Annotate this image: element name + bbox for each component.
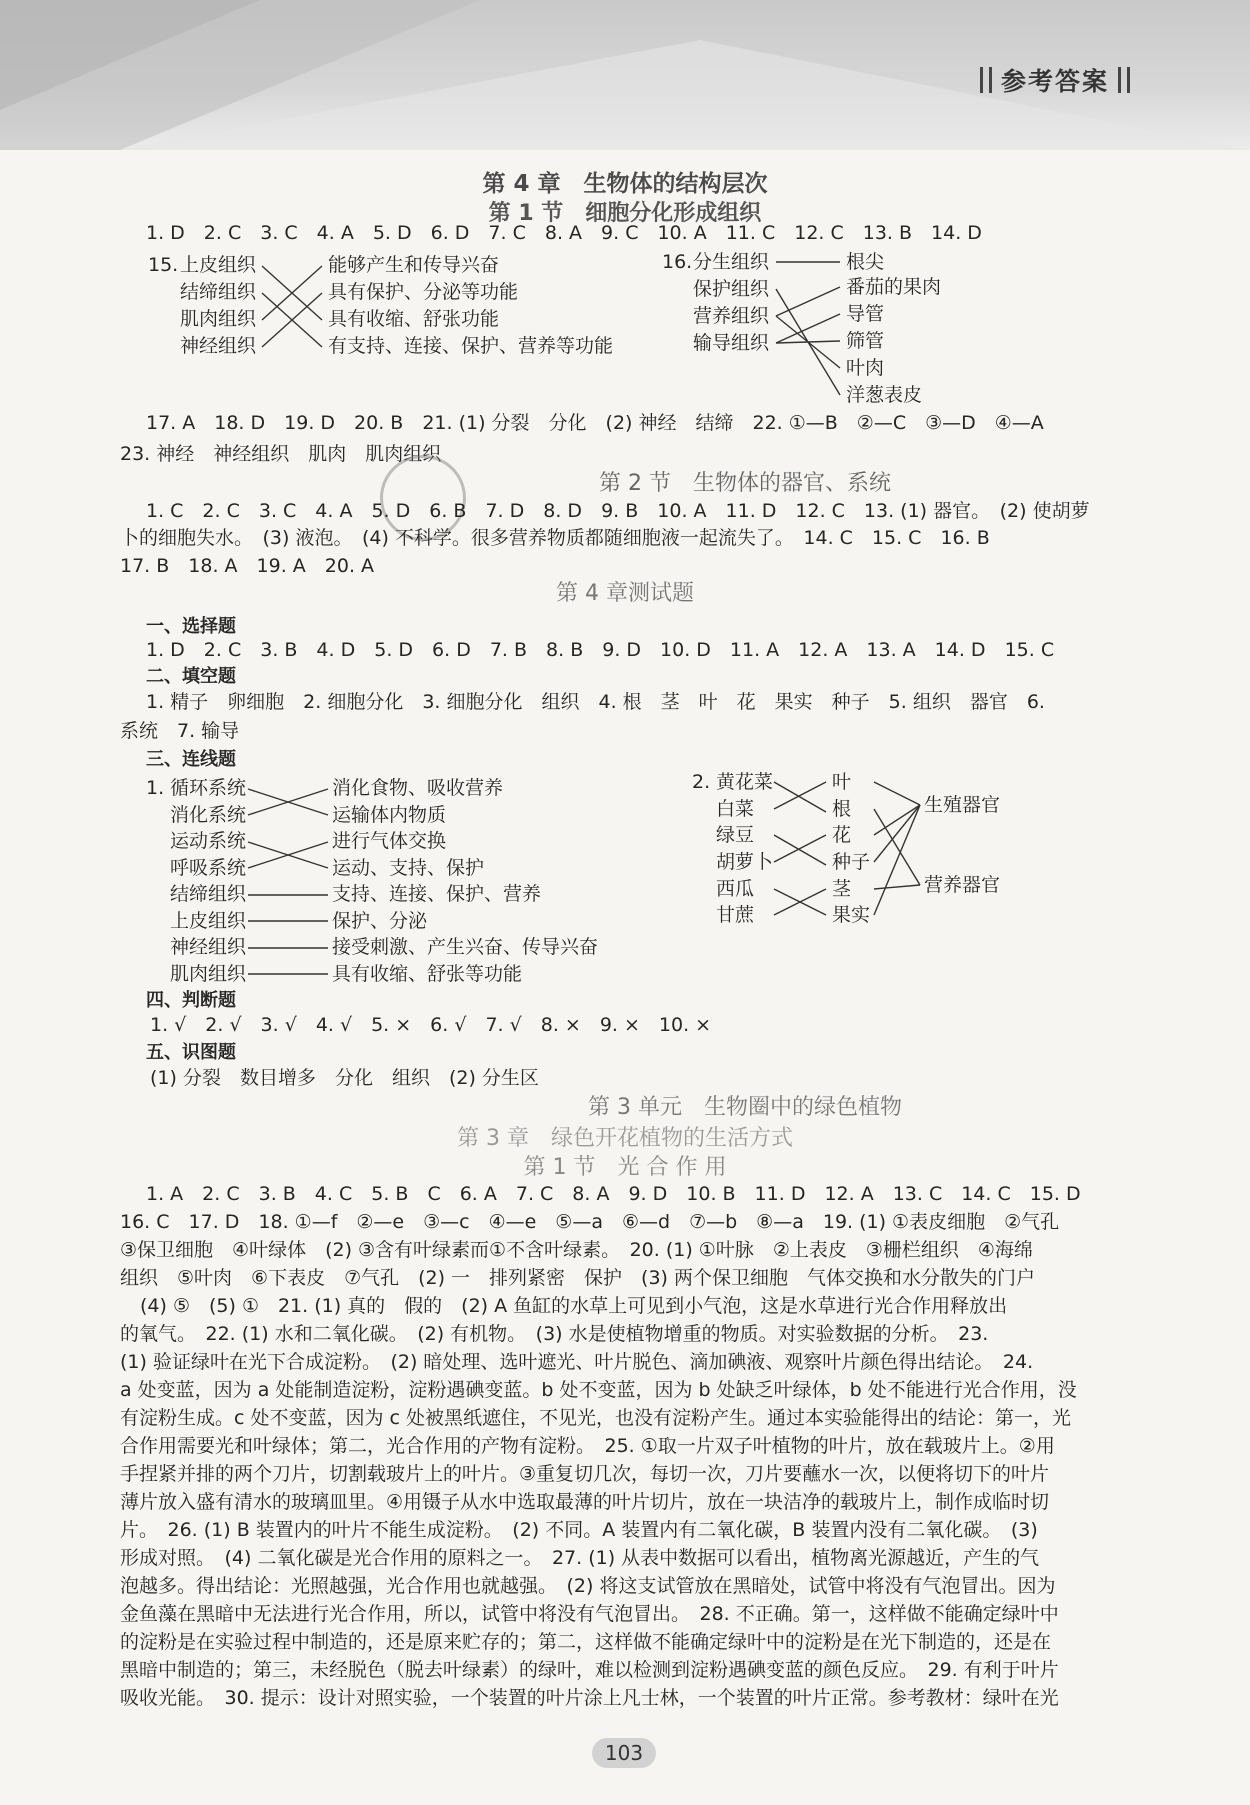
- match15-left-item: 上皮组织: [180, 254, 257, 276]
- match-t1-right-item: 进行气体交换: [332, 830, 447, 852]
- answer-key-label: 参考答案: [1000, 67, 1109, 96]
- answers-photo-line: 的淀粉是在实验过程中制造的，还是原来贮存的；第二，这样做不能确定绿叶中的淀粉是在光下制造的，还是在: [120, 1631, 1052, 1653]
- match-t2-left-item: 绿豆: [716, 824, 755, 846]
- match16-left-item: 保护组织: [693, 278, 770, 300]
- answers-photo-line: 片。 26. (1) B 装置内的叶片不能生成淀粉。 (2) 不同。A 装置内有二氧化碳，B 装置内没有二氧化碳。 (3): [120, 1519, 1038, 1541]
- match-t1-lines: [248, 789, 328, 974]
- answers-photo-line: 吸收光能。 30. 提示：设计对照实验，一个装置的叶片涂上凡士林，一个装置的叶片正常。参考教材：绿叶在光: [120, 1687, 1059, 1709]
- match15-right-item: 具有保护、分泌等功能: [328, 281, 519, 303]
- answers-s2-line3: 17. B 18. A 19. A 20. A: [120, 555, 375, 577]
- answers-photo-line: 有淀粉生成。c 处不变蓝，因为 c 处被黑纸遮住，不见光，也没有淀粉产生。通过本实验能得出的结论：第一，光: [120, 1407, 1072, 1429]
- answers-s2-line2: 卜的细胞失水。 (3) 液泡。 (4) 不科学。很多营养物质都随细胞液一起流失了。 14. C 15. C 16. B: [120, 527, 990, 549]
- section-2-title: 第 2 节 生物体的器官、系统: [599, 471, 891, 496]
- match-t2-mid-item: 根: [832, 798, 852, 820]
- match-t2-mid-item: 种子: [832, 851, 871, 873]
- answers-test-fill-line2: 系统 7. 输导: [120, 720, 240, 742]
- unit-3-title: 第 3 单元 生物圈中的绿色植物: [588, 1095, 902, 1120]
- chapter-3-title: 第 3 章 绿色开花植物的生活方式: [457, 1126, 793, 1151]
- section-judge-heading: 四、判断题: [146, 990, 236, 1011]
- answers-photo-line: 薄片放入盛有清水的玻璃皿里。④用镊子从水中选取最薄的叶片切片，放在一块洁净的载玻片上，制作成临时切: [120, 1491, 1050, 1513]
- match-t2-mid-item: 花: [832, 824, 852, 846]
- match16-right-item: 根尖: [846, 251, 885, 273]
- answers-s2-line1: 1. C 2. C 3. C 4. A 5. D 6. B 7. D 8. D 9. B 10. A 11. D 12. C 13. (1) 器官。 (2) 使胡萝: [146, 500, 1090, 522]
- match-t2-left-item: 甘蔗: [716, 904, 755, 926]
- answers-photo-line: a 处变蓝，因为 a 处能制造淀粉，淀粉遇碘变蓝。b 处不变蓝，因为 b 处缺乏叶绿体，b 处不能进行光合作用，没: [120, 1379, 1077, 1401]
- match16-right-item: 洋葱表皮: [846, 384, 923, 406]
- match16-right-item: 番茄的果肉: [846, 276, 942, 298]
- section-choice-heading: 一、选择题: [146, 616, 236, 637]
- match16-number: 16.: [662, 251, 693, 273]
- answers-test-fill-line1: 1. 精子 卵细胞 2. 细胞分化 3. 细胞分化 组织 4. 根 茎 叶 花 果实 种子 5. 组织 器官 6.: [146, 691, 1045, 713]
- match-t1-right-item: 消化食物、吸收营养: [332, 777, 504, 799]
- answers-photo-line: 合作用需要光和叶绿体；第二，光合作用的产物有淀粉。 25. ①取一片双子叶植物的叶片，放在载玻片上。②用: [120, 1435, 1055, 1457]
- match-t2-right-item: 营养器官: [924, 874, 1001, 896]
- match-t2-left-item: 西瓜: [716, 878, 755, 900]
- answers-test-figure: (1) 分裂 数目增多 分化 组织 (2) 分生区: [150, 1067, 539, 1089]
- match-t1-left-item: 消化系统: [170, 804, 247, 826]
- answers-photo-line: (1) 验证绿叶在光下合成淀粉。 (2) 暗处理、选叶遮光、叶片脱色、滴加碘液、观察叶片颜色得出结论。 24.: [120, 1351, 1034, 1373]
- match16-left-item: 营养组织: [693, 305, 770, 327]
- match-t1-left-item: 肌肉组织: [170, 963, 247, 985]
- match-t1-right-item: 运输体内物质: [332, 804, 447, 826]
- match16-right-item: 叶肉: [846, 357, 885, 379]
- answers-test-choice: 1. D 2. C 3. B 4. D 5. D 6. D 7. B 8. B 9. D 10. D 11. A 12. A 13. A 14. D 15. C: [146, 639, 1055, 661]
- match15-lines: [262, 266, 322, 347]
- match16-right-item: 筛管: [846, 330, 885, 352]
- answers-photo-line: 16. C 17. D 18. ①—f ②—e ③—c ④—e ⑤—a ⑥—d ⑦—b ⑧—a 19. (1) ①表皮细胞 ②气孔: [120, 1211, 1060, 1233]
- match16-right-item: 导管: [846, 303, 885, 325]
- match15-left-item: 肌肉组织: [180, 308, 257, 330]
- section-matching-heading: 三、连线题: [146, 749, 236, 770]
- match-t2-right-item: 生殖器官: [924, 794, 1001, 816]
- match-t1-right-item: 运动、支持、保护: [332, 857, 485, 879]
- match-t1-right-item: 具有收缩、舒张等功能: [332, 963, 523, 985]
- match15-left-item: 结缔组织: [180, 281, 257, 303]
- match-t1-left-item: 呼吸系统: [170, 857, 247, 879]
- answers-photo-line: 手捏紧并排的两个刀片，切割载玻片上的叶片。③重复切几次，每切一次，刀片要蘸水一次，以便将切下的叶片: [120, 1463, 1050, 1485]
- answers-photo-line: 泡越多。得出结论：光照越强，光合作用也就越强。 (2) 将这支试管放在黑暗处，试管中将没有气泡冒出。因为: [120, 1575, 1056, 1597]
- match-t1-left-item: 循环系统: [170, 777, 247, 799]
- answers-photo-line: ③保卫细胞 ④叶绿体 (2) ③含有叶绿素而①不含叶绿素。 20. (1) ①叶脉 ②上表皮 ③栅栏组织 ④海绵: [120, 1239, 1033, 1261]
- match-t1-left-item: 神经组织: [170, 936, 247, 958]
- match15-right-item: 具有收缩、舒张功能: [328, 308, 500, 330]
- match-t1-left-item: 结缔组织: [170, 883, 247, 905]
- answers-test-judge: 1. √ 2. √ 3. √ 4. √ 5. × 6. √ 7. √ 8. × 9. × 10. ×: [150, 1014, 712, 1036]
- match-t1-number: 1.: [146, 777, 165, 799]
- match15-left-item: 神经组织: [180, 335, 257, 357]
- answers-photo-line: 黑暗中制造的；第三，未经脱色（脱去叶绿素）的绿叶，难以检测到淀粉遇碘变蓝的颜色反应。 29. 有利于叶片: [120, 1659, 1059, 1681]
- chapter-4-test-title: 第 4 章测试题: [556, 581, 694, 606]
- match-t2-left-item: 黄花菜: [716, 771, 774, 793]
- match16-left-item: 分生组织: [693, 251, 770, 273]
- match-t1-right-item: 支持、连接、保护、营养: [332, 883, 542, 905]
- answers-s1-line2: 17. A 18. D 19. D 20. B 21. (1) 分裂 分化 (2) 神经 结缔 22. ①—B ②—C ③—D ④—A: [146, 412, 1044, 434]
- match-t2-mid-item: 茎: [832, 878, 852, 900]
- match-t2-left-item: 白菜: [716, 798, 755, 820]
- match-t2-left-item: 胡萝卜: [716, 851, 774, 873]
- section-3-1-title: 第 1 节 光 合 作 用: [523, 1155, 727, 1180]
- answers-photo-line: (4) ⑤ (5) ① 21. (1) 真的 假的 (2) A 鱼缸的水草上可见到小气泡，这是水草进行光合作用释放出: [140, 1295, 1008, 1317]
- page-number: 103: [592, 1738, 656, 1768]
- match-t1-right-item: 保护、分泌: [332, 910, 428, 932]
- answers-photo-line: 的氧气。 22. (1) 水和二氧化碳。 (2) 有机物。 (3) 水是使植物增重的物质。对实验数据的分析。 23.: [120, 1323, 989, 1345]
- match-t1-left-item: 运动系统: [170, 830, 247, 852]
- match-t2-number: 2.: [692, 771, 711, 793]
- section-1-title: 第 1 节 细胞分化形成组织: [488, 201, 762, 226]
- match15-right-item: 有支持、连接、保护、营养等功能: [328, 335, 614, 357]
- answers-photo-line: 形成对照。 (4) 二氧化碳是光合作用的原料之一。 27. (1) 从表中数据可以看出，植物离光源越近，产生的气: [120, 1547, 1040, 1569]
- match16-lines: [776, 262, 840, 395]
- answers-s1-line3: 23. 神经 神经组织 肌肉 肌肉组织: [120, 443, 442, 465]
- match15-number: 15.: [148, 254, 179, 276]
- answers-photo-line: 组织 ⑤叶肉 ⑥下表皮 ⑦气孔 (2) 一 排列紧密 保护 (3) 两个保卫细胞 气体交换和水分散失的门户: [120, 1267, 1036, 1289]
- section-fill-heading: 二、填空题: [146, 666, 236, 687]
- match16-left-item: 输导组织: [693, 332, 770, 354]
- match-t1-right-item: 接受刺激、产生兴奋、传导兴奋: [332, 936, 599, 958]
- match-t1-left-item: 上皮组织: [170, 910, 247, 932]
- answers-photo-line: 1. A 2. C 3. B 4. C 5. B C 6. A 7. C 8. A 9. D 10. B 11. D 12. A 13. C 14. C 15. D: [146, 1183, 1081, 1205]
- match-t2-mid-item: 果实: [832, 904, 871, 926]
- match-t2-mid-item: 叶: [832, 771, 852, 793]
- answers-photo-line: 金鱼藻在黑暗中无法进行光合作用，所以，试管中将没有气泡冒出。 28. 不正确。第一，这样做不能确定绿叶中: [120, 1603, 1059, 1625]
- chapter-4-title: 第 4 章 生物体的结构层次: [482, 171, 768, 197]
- answers-s1-line1: 1. D 2. C 3. C 4. A 5. D 6. D 7. C 8. A 9. C 10. A 11. C 12. C 13. B 14. D: [146, 222, 982, 244]
- section-figure-heading: 五、识图题: [146, 1042, 236, 1063]
- match15-right-item: 能够产生和传导兴奋: [328, 254, 500, 276]
